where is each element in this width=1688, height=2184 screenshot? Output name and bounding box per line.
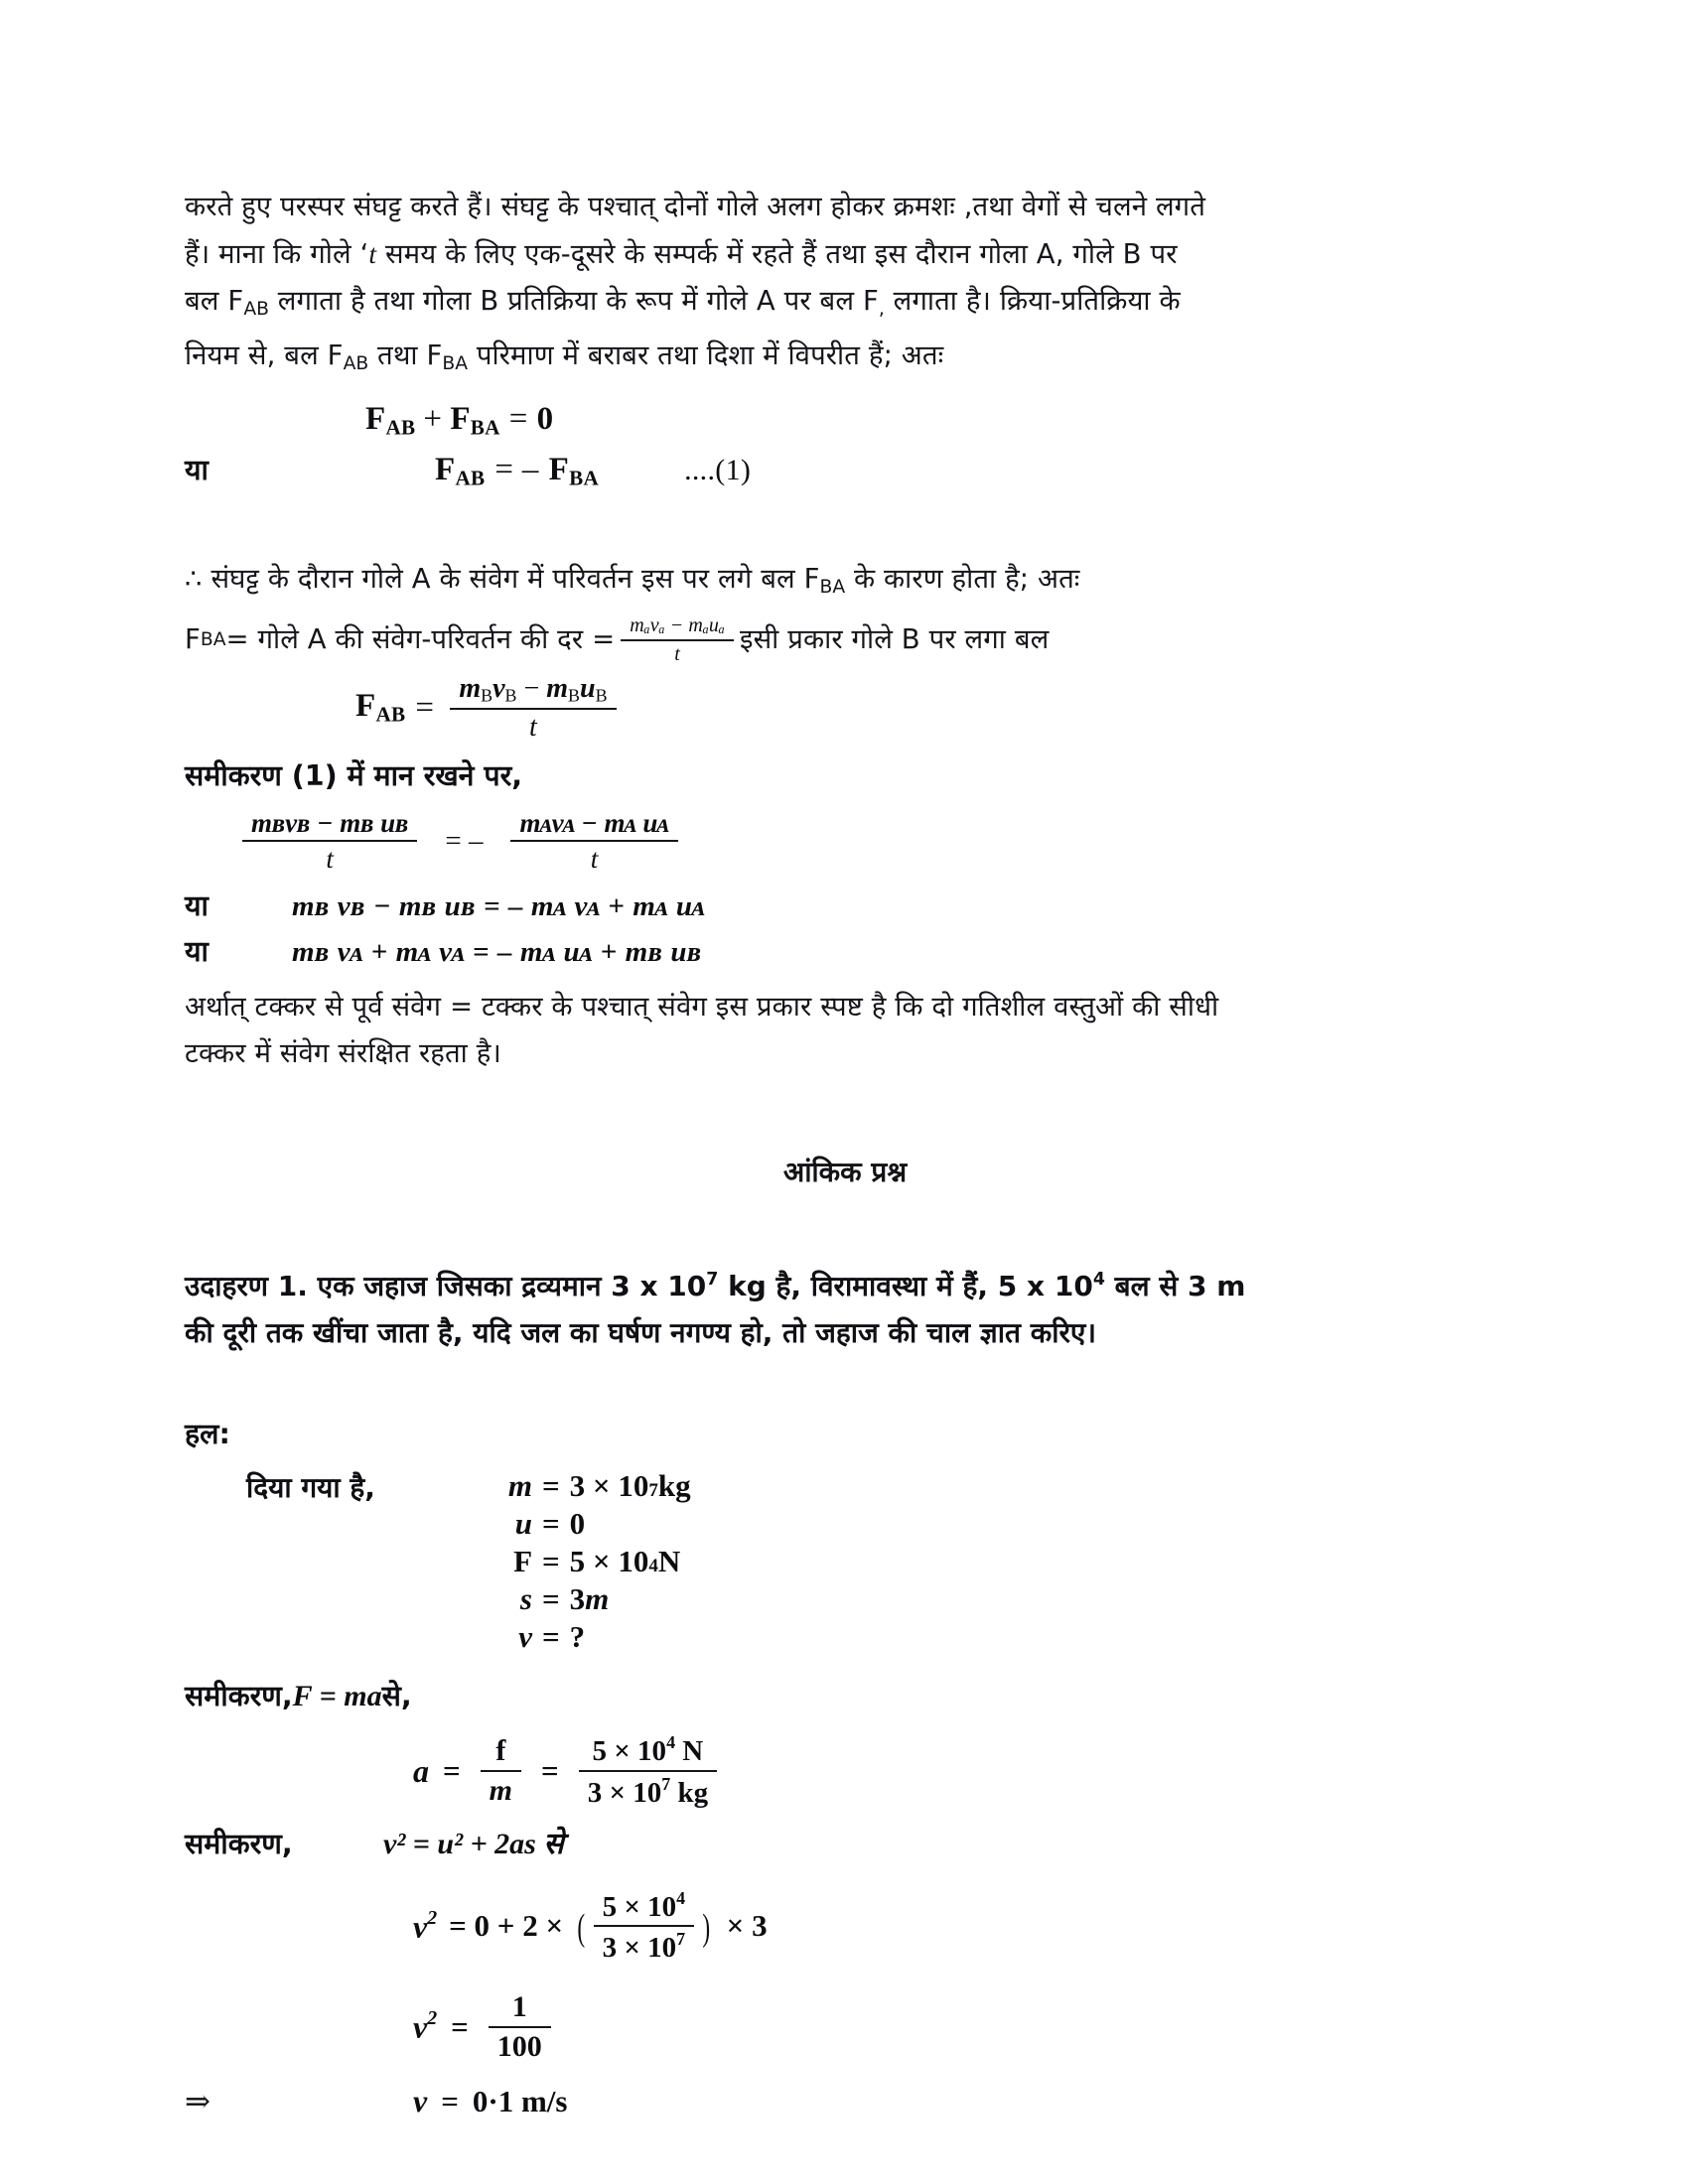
- text-run: ∴ संघट्ट के दौरान गोले A के संवेग में परिवर्तन इस पर लगे बल F: [185, 563, 820, 595]
- equation-block-action-reaction: [185, 401, 1505, 490]
- symbol-v: v: [518, 1619, 532, 1655]
- given-label: दिया गया है,: [246, 1471, 375, 1505]
- given-value-row: m = 3 × 10 7 kg: [492, 1468, 691, 1504]
- eq2-fba: $F_{BA}$: [548, 451, 600, 489]
- text-run: लगाता है तथा गोला B प्रतिक्रिया के रूप में गोले A पर बल F: [268, 285, 879, 317]
- or-label: या: [185, 453, 209, 486]
- text-run: के कारण होता है; अतः: [845, 563, 1080, 595]
- paragraph-collision-intro: [185, 184, 1505, 387]
- paragraph-line: [185, 278, 1505, 333]
- equation-final-answer: ⇒ v = 0·1 m/s: [185, 2083, 568, 2119]
- subscript-ba: BA: [200, 629, 226, 651]
- text-run: इसी प्रकार गोले B पर लगा बल: [739, 623, 1050, 656]
- paragraph-line: टक्कर में संवेग संरक्षित रहता है।: [185, 1036, 501, 1069]
- paragraph-line: [185, 333, 1505, 387]
- text-run: परिमाण में बराबर तथा दिशा में विपरीत हैं; अतः: [468, 340, 944, 372]
- symbol-s: s: [519, 1581, 532, 1617]
- equation-fma-label: समीकरण, F = ma से,: [185, 1680, 412, 1713]
- text-run: करते हुए परस्पर संघट्ट करते हैं। संघट्ट के पश्चात् दोनों गोले अलग होकर क्रमशः ,तथा वेगों से चलने लगते: [185, 191, 1206, 222]
- given-value-row: u = 0: [492, 1506, 691, 1542]
- eq1-zero: 0: [536, 401, 554, 438]
- subscript-ab: AB: [243, 299, 269, 321]
- equation-v2-substitution: $v^2$ = 0 + 2 × ( $\frac{5 \times 10^4}{3 \times 10^7}$ ) × 3: [413, 1887, 768, 1965]
- subscript-ba: BA: [442, 353, 468, 375]
- paragraph-line: [185, 184, 1505, 230]
- given-value-row: v = ?: [492, 1619, 691, 1655]
- question-line: की दूरी तक खींचा जाता है, यदि जल का घर्षण नगण्य हो, तो जहाज की चाल ज्ञात करिए।: [185, 1316, 1097, 1350]
- equation-kinematic-label: [185, 1822, 1505, 1862]
- given-block: [185, 1468, 1505, 1655]
- given-values-list: [492, 1468, 691, 1655]
- left-paren: (: [577, 1907, 586, 1949]
- example-question-1: [185, 1256, 1505, 1358]
- text-run: नियम से, बल F: [185, 340, 344, 372]
- text-run: = गोले A की संवेग-परिवर्तन की दर =: [225, 623, 616, 656]
- text-run: समय के लिए एक-दूसरे के सम्पर्क में रहते हैं तथा इस दौरान गोला A, गोले B पर: [376, 238, 1178, 270]
- substituted-right-fraction: $\frac{\text{mᴀvᴀ − mᴀ uᴀ}}{t}$: [510, 808, 677, 874]
- symbol-v: v: [413, 2083, 428, 2119]
- question-line: [185, 1256, 1505, 1310]
- exponent-7: 7: [706, 1269, 719, 1290]
- text-run: बल F: [185, 285, 244, 317]
- paragraph-line: अर्थात् टक्कर से पूर्व संवेग = टक्कर के पश्चात् संवेग इस प्रकार स्पष्ट है कि दो गतिशील वस्तुओं की सीधी: [185, 990, 1219, 1023]
- fraction-force-over-mass: $\frac{5 \times 10^4 N}{3 \times 10^7 kg}$: [579, 1732, 717, 1809]
- text-run: लगाता है। क्रिया-प्रतिक्रिया के: [884, 285, 1181, 317]
- equation-row-1: [185, 401, 1505, 440]
- right-paren: ): [702, 1907, 711, 1949]
- paragraph-conclusion: [185, 984, 1505, 1077]
- exponent-4: 4: [1092, 1269, 1105, 1290]
- given-value-row: s = 3 m: [492, 1581, 691, 1617]
- implies-arrow-icon: ⇒: [185, 2084, 211, 2119]
- equation-fab-fraction: [185, 673, 1505, 743]
- text-run: तथा F: [368, 340, 443, 372]
- text-run: kg है, विरामावस्था में हैं, 5 x 10: [718, 1269, 1093, 1302]
- fab-symbol: $F_{AB}$: [355, 688, 406, 727]
- eq1-plus: +: [423, 401, 443, 438]
- symbol-v-squared: $v^2$: [413, 1907, 438, 1945]
- or-label: या: [185, 934, 209, 968]
- section-heading-numerical-questions: आंकिक प्रश्न: [782, 1155, 908, 1188]
- equation-row-2: [185, 451, 1505, 490]
- equation-label: समीकरण,: [185, 1827, 293, 1860]
- text-run: F: [185, 623, 201, 656]
- solution-label: हल:: [185, 1418, 230, 1451]
- symbol-a: a: [413, 1752, 429, 1789]
- symbol-u: u: [514, 1506, 532, 1542]
- substituted-equals: = –: [445, 824, 484, 857]
- given-value-row: F = 5 × 10 4 N: [492, 1544, 691, 1579]
- kinematic-formula: v² = u² + 2as से: [383, 1827, 564, 1860]
- subscript-ba: BA: [819, 577, 846, 599]
- fraction-f-over-m: $\frac{f}{m}$: [481, 1734, 521, 1807]
- paragraph-line: [185, 556, 1505, 611]
- eq2-fab: $F_{AB}$: [435, 451, 486, 489]
- subscript-comma: ,: [878, 299, 885, 321]
- equation-v2-result: $v^2$ = $\frac{1}{100}$: [185, 1990, 1505, 2063]
- paragraph-momentum-rate: [185, 556, 1505, 665]
- equation-substituted: [185, 808, 1505, 874]
- or-label: या: [185, 888, 209, 922]
- text-run: हैं। माना कि गोले ‘: [185, 238, 369, 270]
- fab-fraction: $\frac{m_Bv_B - m_Bu_B}{t}$: [450, 673, 616, 743]
- equation-or-2: mʙ vᴀ + mᴀ vᴀ = – mᴀ uᴀ + mʙ uʙ: [292, 935, 702, 968]
- paragraph-line-with-fraction: [185, 614, 1505, 665]
- equation-or-row-2: [185, 932, 1505, 970]
- subscript-ab: AB: [343, 353, 369, 375]
- substitution-label: समीकरण (1) में मान रखने पर,: [185, 759, 523, 793]
- paragraph-line: [185, 230, 1505, 278]
- symbol-m: m: [507, 1468, 532, 1504]
- document-content: [185, 184, 1505, 2119]
- final-velocity-value: 0·1 m/s: [472, 2084, 568, 2119]
- equation-number-1: ....(1): [684, 453, 752, 486]
- symbol-v-squared: $v^2$: [413, 2007, 438, 2045]
- eq1-fba: $F_{BA}$: [450, 401, 500, 440]
- equation-or-1: mʙ vʙ − mʙ uʙ = – mᴀ vᴀ + mᴀ uᴀ: [292, 889, 706, 922]
- fraction-one-over-hundred: $\frac{1}{100}$: [489, 1990, 551, 2063]
- fraction-force-mass-ratio: $\frac{5 \times 10^4}{3 \times 10^7}$: [594, 1888, 695, 1965]
- text-run: बल से 3 m: [1104, 1269, 1246, 1302]
- eq2-equals-minus: = –: [494, 451, 539, 487]
- symbol-F: F: [513, 1544, 532, 1579]
- eq1-fab: $F_{AB}$: [365, 401, 416, 440]
- variable-t: t: [368, 238, 377, 269]
- inline-fraction-momentum: $\frac{\text{mₐvₐ − mₐuₐ}}{t}$: [621, 614, 734, 665]
- substituted-left-fraction: $\frac{\text{mʙvʙ − mʙ uʙ}}{t}$: [242, 808, 417, 874]
- eq1-equals: =: [508, 401, 528, 438]
- text-run: उदाहरण 1. एक जहाज जिसका द्रव्यमान 3 x 10: [185, 1269, 707, 1302]
- equation-acceleration: a = $\frac{f}{m}$ = $\frac{5 \times 10^4 N}{3 \times 10^7 kg}$: [185, 1732, 1505, 1809]
- equation-or-row-1: [185, 887, 1505, 924]
- fab-equals: =: [415, 689, 435, 726]
